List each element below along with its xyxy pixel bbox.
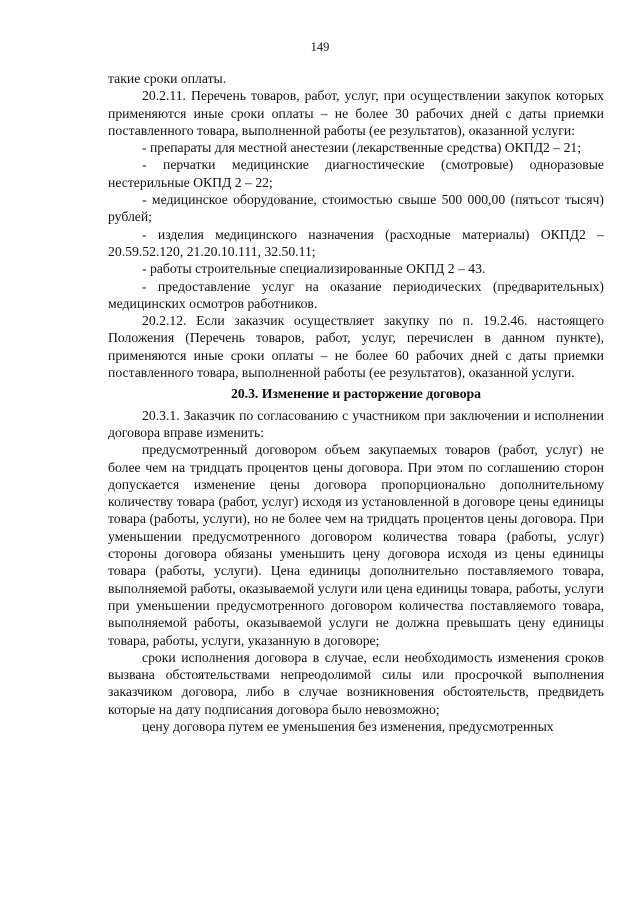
paragraph: - перчатки медицинские диагностические (смотровые) одноразовые нестерильные ОКПД 2 – 22; [108, 157, 604, 190]
paragraph: - работы строительные специализированные ОКПД 2 – 43. [142, 261, 486, 277]
paragraph: сроки исполнения договора в случае, если необходимость изменения сроков вызвана обстоятельствами непреодолимой силы или просрочкой выполнения заказчиком договора, либо в случае возникновения обстоятельств, предвидеть которые на дату подписания договора было невозможно; [108, 649, 604, 717]
paragraph: - медицинское оборудование, стоимостью свыше 500 000,00 (пятьсот тысяч) рублей; [108, 192, 604, 225]
paragraph: цену договора путем ее уменьшения без изменения, предусмотренных [142, 718, 554, 734]
paragraph: 20.2.12. Если заказчик осуществляет закупку по п. 19.2.46. настоящего Положения (Перечень товаров, работ, услуг, перечислен в данном пункте), применяются иные сроки оплаты – не более 60 рабочих дней с даты приемки поставленного товара, выполненной работы (ее результатов), оказанной услуги. [108, 313, 604, 381]
paragraph: такие сроки оплаты. [108, 71, 227, 86]
paragraph: - изделия медицинского назначения (расходные материалы) ОКПД2 – 20.59.52.120, 21.20.10.111, 32.50.11; [108, 226, 604, 259]
document-body [108, 70, 604, 735]
paragraph: предусмотренный договором объем закупаемых товаров (работ, услуг) не более чем на тридцать процентов цены договора. При этом по соглашению сторон допускается изменение цены договора пропорционально дополнительному количеству товара (работ, услуг) исходя из установленной в договоре цены единицы товара (работы, услуги), но не более чем на тридцать процентов цены договора. При уменьшении предусмотренного договором количества товара (работы, услуг) стороны договора обязаны уменьшить цену договора исходя из цены единицы товара (работы, услуги). Цена единицы дополнительно поставляемого товара, выполняемой работы, оказываемой услуги или цена единицы товара, работы, услуги при уменьшении предусмотренного договором количества поставляемого товара, выполняемой работы, оказываемой услуги не должна превышать цену единицы товара, работы, услуги, указанную в договоре; [108, 442, 604, 648]
paragraph: 20.3.1. Заказчик по согласованию с участником при заключении и исполнении договора вправе изменить: [108, 407, 604, 440]
page-number: 149 [310, 40, 330, 54]
section-heading: 20.3. Изменение и расторжение договора [230, 386, 482, 402]
paragraph: - предоставление услуг на оказание периодических (предварительных) медицинских осмотров работников. [108, 278, 604, 311]
paragraph: - препараты для местной анестезии (лекарственные средства) ОКПД2 – 21; [142, 140, 582, 156]
paragraph: 20.2.11. Перечень товаров, работ, услуг, при осуществлении закупок которых применяются иные сроки оплаты – не более 30 рабочих дней с даты приемки поставленного товара, выполненной работы (ее результатов), оказанной услуги: [108, 88, 604, 138]
